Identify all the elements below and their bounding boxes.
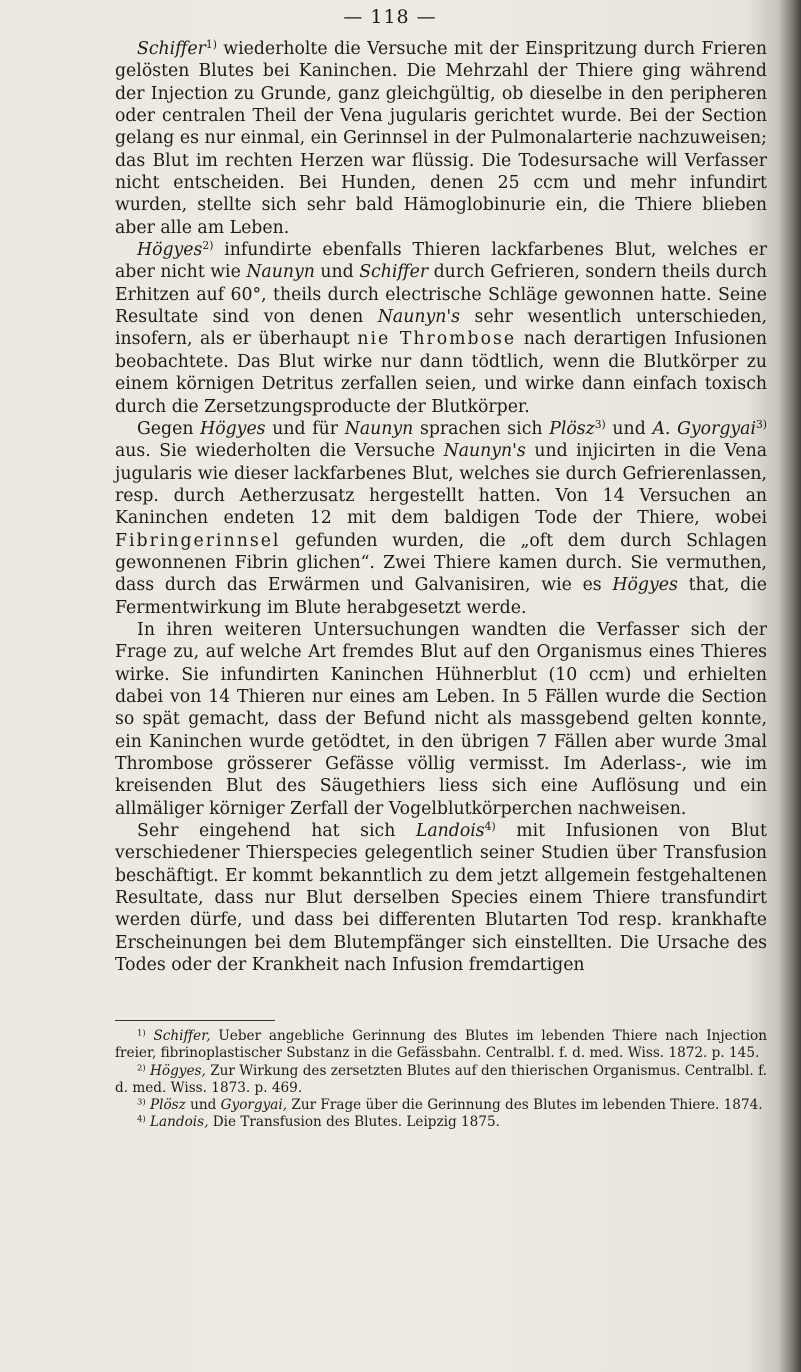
italic-name: Naunyn's: [377, 307, 460, 328]
italic-name: Naunyn: [344, 418, 414, 439]
text-run: Zur Wirkung des zersetzten Blutes auf den thierischen Organismus. Centralbl. f. d. med. Wiss. 1873. p. 469.: [115, 1062, 767, 1096]
footnote-marker: 3): [594, 417, 606, 431]
footnote: [115, 1114, 767, 1131]
text-run: und: [314, 262, 360, 283]
paragraph: [115, 418, 767, 619]
italic-name: Schiffer,: [153, 1028, 211, 1044]
text-run: und: [185, 1097, 221, 1114]
main-text: [115, 38, 767, 976]
text-run: Sehr eingehend hat sich: [137, 821, 416, 842]
text-run: nach derartigen Infusionen beobachtete. Das Blut wirke nur dann tödtlich, wenn die Blutkörper zu einem körnigen Detritus zerfallen seien, und wirke dann einfach toxisch durch die Zersetzungsproducte der Blutkörper.: [115, 329, 767, 417]
footnote-marker: 4): [137, 1113, 146, 1124]
text-run: Gegen: [137, 418, 201, 439]
page-edge-shadow: [779, 0, 801, 1372]
text-run: that, die Fermentwirkung im Blute herabgesetzt werde.: [115, 575, 767, 618]
footnote-marker: 1): [137, 1027, 146, 1038]
text-run: und für: [265, 418, 345, 439]
text-run: Ueber angebliche Gerinnung des Blutes im lebenden Thiere nach Injection freier, fibrinoplastischer Substanz in die Gefässbahn. Centralbl. f. d. med. Wiss. 1872. p. 145.: [115, 1028, 767, 1062]
footnote: [115, 1028, 767, 1063]
text-run: Zur Frage über die Gerinnung des Blutes im lebenden Thiere. 1874.: [287, 1097, 763, 1114]
italic-name: Schiffer: [359, 262, 429, 283]
paragraph: [115, 820, 767, 976]
footnote-marker: 4): [484, 820, 496, 834]
footnote-marker: 3): [137, 1096, 146, 1107]
text-run: und: [605, 418, 653, 439]
page-number: — 118 —: [343, 6, 437, 28]
italic-name: Gyorgyai,: [220, 1097, 288, 1114]
italic-name: Högyes: [612, 575, 678, 596]
text-run: infundirte ebenfalls Thieren lackfarbenes Blut, welches er aber nicht wie: [115, 240, 767, 283]
text-run: In ihren weiteren Untersuchungen wandten die Verfasser sich der Frage zu, auf welche Art fremdes Blut auf den Organismus eines Thieres wirke. Sie infundirten Kaninchen Hühnerblut (10 ccm) und erhielten dabei von 14 Thieren nur eines am Leben. In 5 Fällen wurde die Section so spät gemacht, dass der Befund nicht als massgebend gelten konnte, ein Kaninchen wurde getödtet, in den übrigen 7 Fällen aber wurde 3mal Thrombose grösserer Gefässe völlig vermisst. Im Aderlass-, wie im kreisenden Blut des Säugethiers liess sich eine Auflösung und ein allmäliger körniger Zerfall der Vogelblutkörperchen nachweisen.: [115, 619, 767, 819]
italic-name: Högyes: [200, 418, 266, 439]
italic-name: Landois,: [149, 1114, 209, 1131]
footnote: [115, 1063, 767, 1098]
text-run: mit Infusionen von Blut verschiedener Thierspecies gelegentlich seiner Studien über Transfusion beschäftigt. Er kommt bekanntlich zu dem jetzt allgemein festgehaltenen Resultate, dass nur Blut derselben Species einem Thiere transfundirt werden dürfe, und dass bei differenten Blutarten Tod resp. krankhafte Erscheinungen bei dem Blutempfänger sich einstellten. Die Ursache des Todes oder der Krankheit nach Infusion fremdartigen: [115, 821, 768, 976]
italic-name: Plösz: [549, 418, 595, 439]
footnote: [115, 1097, 767, 1114]
text-run: Die Transfusion des Blutes. Leipzig 1875.: [208, 1114, 500, 1131]
italic-name: Naunyn's: [443, 441, 526, 462]
footnote-marker: 3): [755, 417, 767, 431]
text-run: aus. Sie wiederholten die Versuche: [115, 441, 444, 462]
footnote-separator: [115, 1020, 275, 1021]
italic-name: Högyes: [137, 240, 203, 261]
italic-name: Landois: [415, 821, 485, 842]
text-run: wiederholte die Versuche mit der Einspritzung durch Frieren gelösten Blutes bei Kaninchen. Die Mehrzahl der Thiere ging während der Injection zu Grunde, ganz gleichgültig, ob dieselbe in den peripheren oder centralen Theil der Vena jugularis gerichtet wurde. Bei der Section gelang es nur einmal, ein Gerinnsel in der Pulmonalarterie nachzuweisen; das Blut im rechten Herzen war flüssig. Die Todesursache will Verfasser nicht entscheiden. Bei Hunden, denen 25 ccm und mehr infundirt wurden, stellte sich sehr bald Hämoglobinurie ein, die Thiere blieben aber alle am Leben.: [115, 39, 767, 238]
spaced-emphasis: Fibringerinnsel: [115, 530, 281, 551]
text-run: sehr wesentlich unterschieden, insofern, als er überhaupt: [115, 307, 767, 350]
text-run: durch Gefrieren, sondern theils durch Erhitzen auf 60°, theils durch electrische Schläge gewonnen hatte. Seine Resultate sind von denen: [115, 262, 767, 328]
footnote-marker: 2): [137, 1061, 146, 1072]
footnotes: [115, 1028, 767, 1132]
paragraph: [115, 239, 767, 418]
footnote-marker: 1): [205, 38, 217, 52]
spaced-emphasis: nie Thrombose: [357, 329, 517, 350]
italic-name: Naunyn: [246, 262, 315, 283]
italic-name: Högyes,: [150, 1062, 206, 1079]
italic-name: Schiffer: [137, 39, 206, 59]
footnote-marker: 2): [202, 239, 214, 253]
paragraph: [115, 619, 767, 820]
text-run: und injicirten in die Vena jugularis wie dieser lackfarbenes Blut, welches sie durch Gefrierenlassen, resp. durch Aetherzusatz hergestellt hatten. Von 14 Versuchen an Kaninchen endeten 12 mit dem baldigen Tode der Thiere, wobei: [115, 441, 767, 529]
italic-name: A. Gyorgyai: [652, 418, 756, 439]
text-run: sprachen sich: [413, 418, 550, 439]
paragraph: [115, 38, 767, 239]
text-run: gefunden wurden, die „oft dem durch Schlagen gewonnenen Fibrin glichen“. Zwei Thiere kamen durch. Sie vermuthen, dass durch das Erwärmen und Galvanisiren, wie es: [115, 530, 767, 596]
italic-name: Plösz: [149, 1097, 186, 1114]
